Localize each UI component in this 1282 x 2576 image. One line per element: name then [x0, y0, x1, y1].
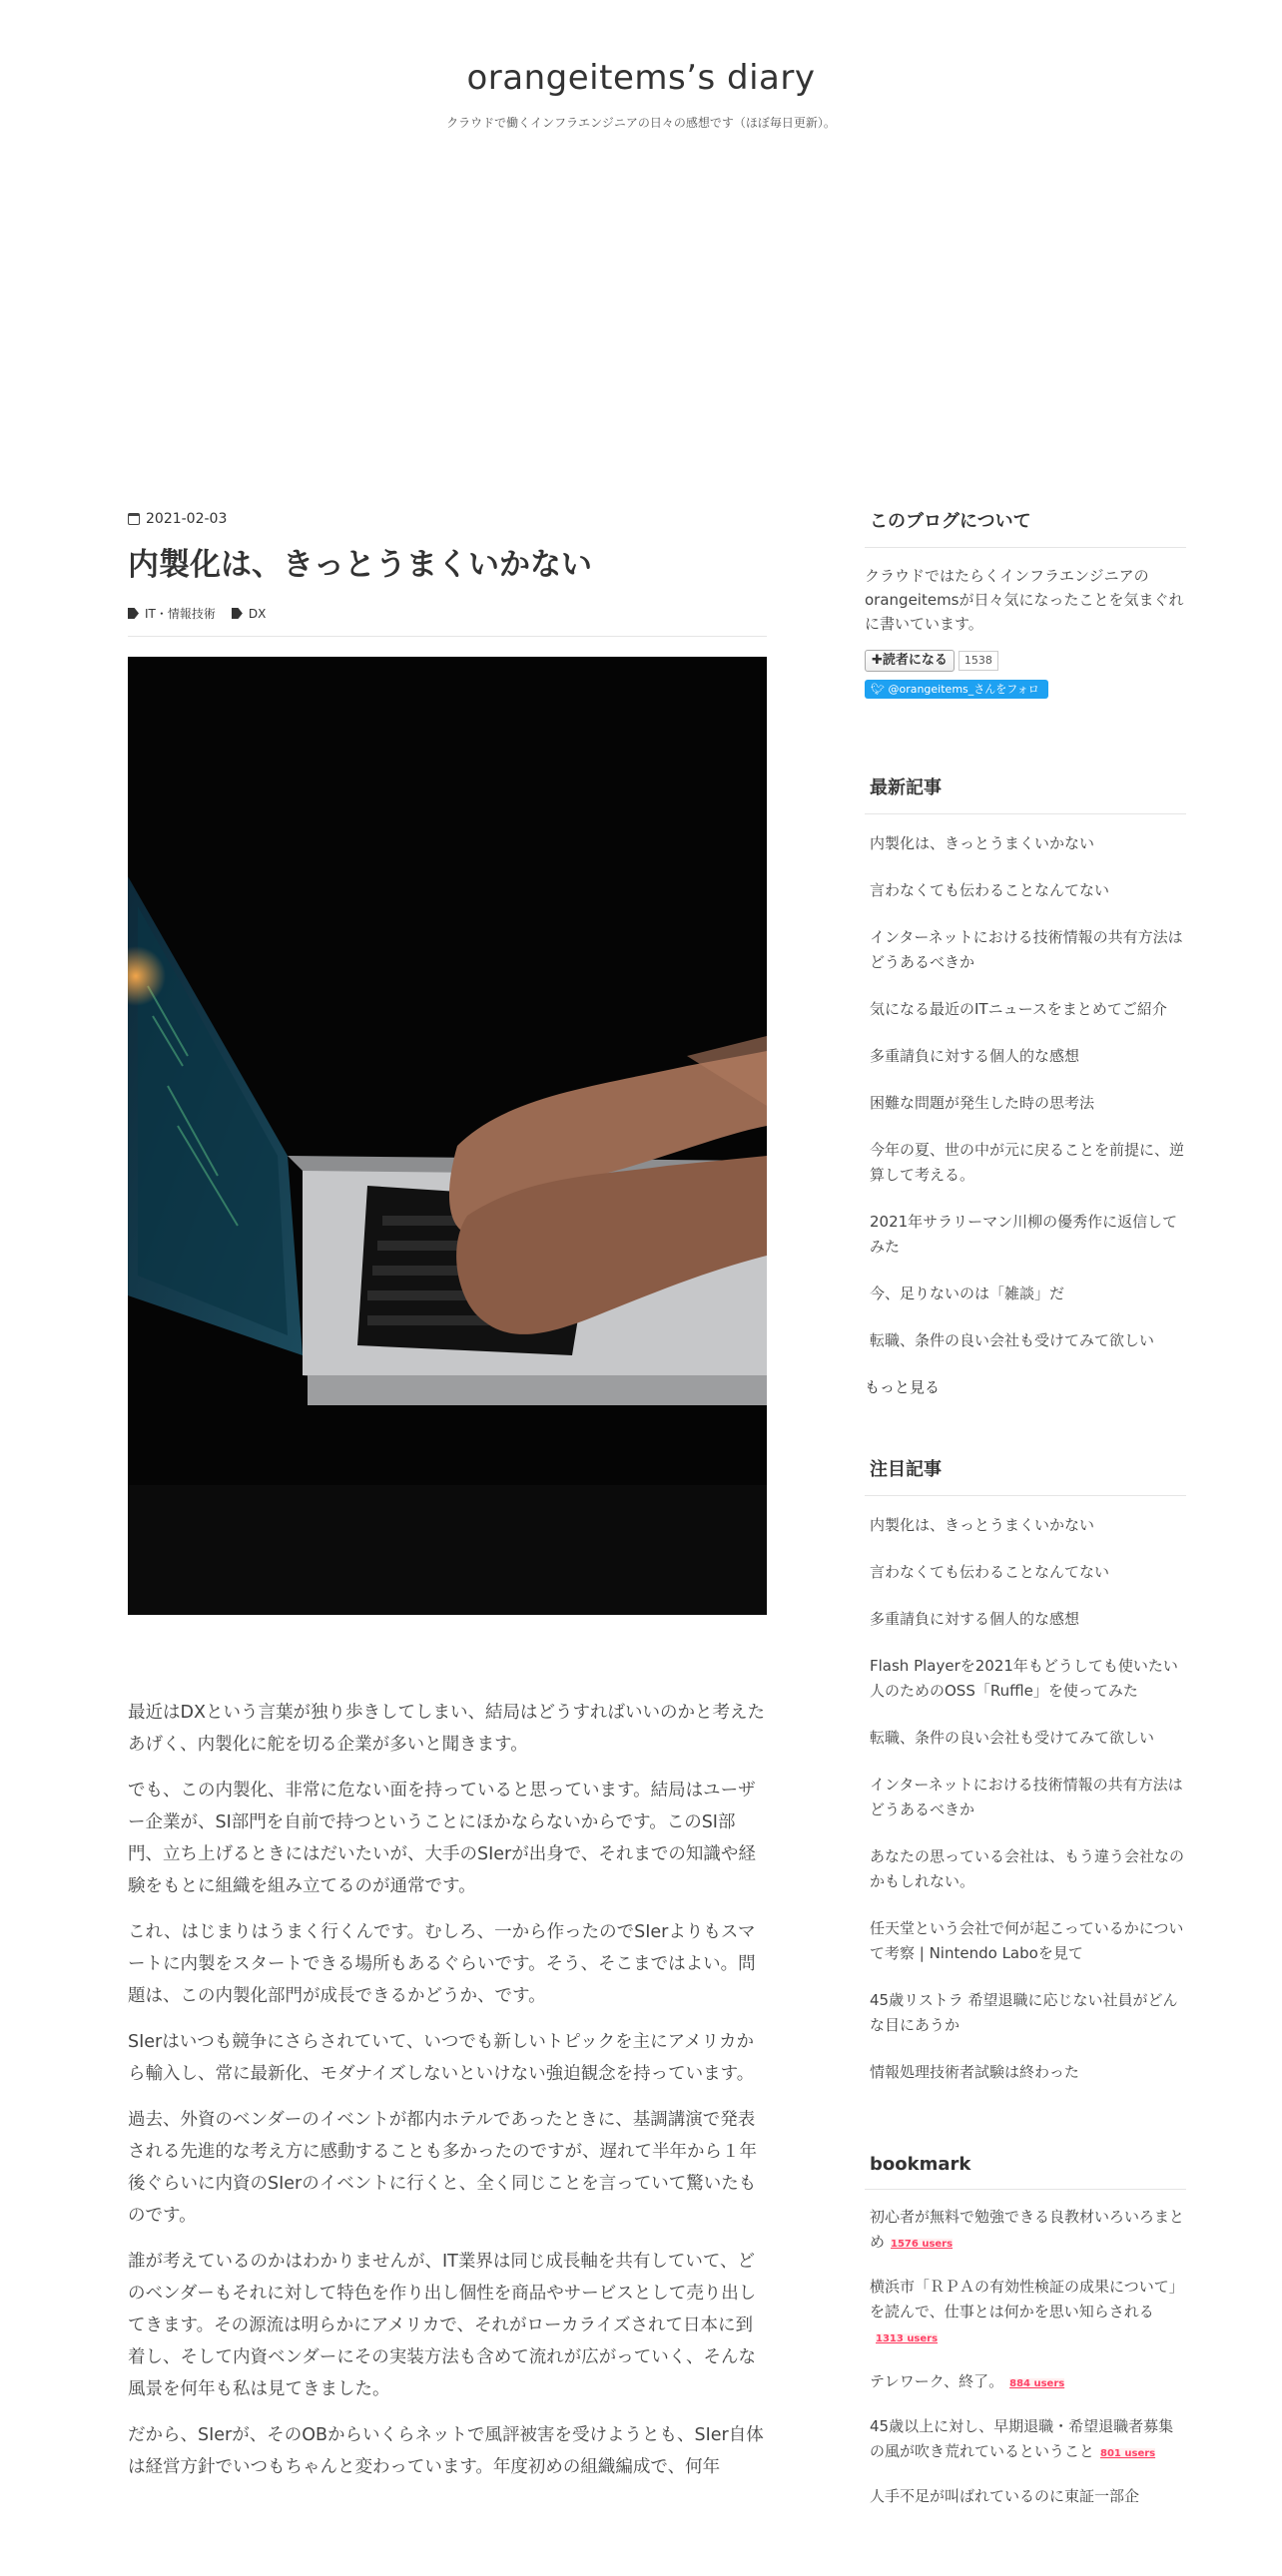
category-link[interactable]: IT・情報技術 [128, 605, 216, 622]
entry-body [128, 1697, 767, 2483]
popular-entry-link[interactable]: 任天堂という会社で何が起こっているかについて考察 | Nintendo Laboを見て [870, 1919, 1184, 1962]
blog-description: クラウドで働くインフラエンジニアの日々の感想です（ほぼ毎日更新）。 [446, 116, 836, 130]
main-entry [128, 507, 767, 2497]
recent-entry-link[interactable]: 気になる最近のITニュースをまとめてご紹介 [870, 1000, 1167, 1018]
calendar-icon [128, 513, 140, 525]
popular-entry-link[interactable]: インターネットにおける技術情報の共有方法はどうあるべきか [870, 1776, 1183, 1818]
entry-paragraph: だから、SIerが、そのOBからいくらネットで風評被害を受けようとも、SIer自体は経営方針でいつもちゃんと変わっています。年度初めの組織編成で、何年 [128, 2425, 764, 2477]
recent-entry-link[interactable]: 多重請負に対する個人的な感想 [870, 1047, 1080, 1065]
recent-entry-link[interactable]: 転職、条件の良い会社も受けてみて欲しい [870, 1331, 1155, 1349]
popular-entries-list [865, 1502, 1186, 2096]
popular-entry-link[interactable]: 45歳リストラ 希望退職に応じない社員がどんな目にあうか [870, 1991, 1178, 2034]
entry-paragraph: 最近はDXという言葉が独り歩きしてしまい、結局はどうすればいいのかと考えたあげく、内製化に舵を切る企業が多いと聞きます。 [128, 1703, 765, 1755]
subscriber-count[interactable]: 1538 [959, 651, 998, 671]
entry-date-text: 2021-02-03 [146, 511, 228, 527]
entry-hero-image [128, 657, 767, 1615]
blog-title[interactable]: orangeitems’s diary [466, 58, 816, 98]
entry-paragraph: 過去、外資のベンダーのイベントが都内ホテルであったときに、基調講演で発表される先進的な考え方に感動することも多かったのですが、遅れて半年から１年後ぐらいに内資のSIerのイベントに行くと、全く同じことを言っていて驚いたものです。 [128, 2110, 757, 2226]
bookmark-item[interactable]: 横浜市「ＲＰＡの有効性検証の成果について」を読んで、仕事とは何かを思い知らされる1313 users [870, 2278, 1184, 2344]
bookmark-users-badge[interactable]: 801 users [1100, 2448, 1156, 2459]
popular-entry-link[interactable]: 情報処理技術者試験は終わった [870, 2063, 1079, 2081]
popular-entry-link[interactable]: 内製化は、きっとうまくいかない [870, 1516, 1095, 1534]
bookmark-item[interactable]: 45歳以上に対し、早期退職・希望退職者募集の風が吹き荒れているということ 801 users [870, 2417, 1174, 2460]
recent-entry-link[interactable]: 困難な問題が発生した時の思考法 [870, 1094, 1095, 1112]
recent-entry-link[interactable]: 2021年サラリーマン川柳の優秀作に返信してみた [870, 1213, 1178, 1256]
about-module [865, 507, 1186, 716]
recent-entries-module [865, 773, 1186, 1397]
entry-paragraph: でも、この内製化、非常に危ない面を持っていると思っています。結局はユーザー企業が、SI部門を自前で持つということにほかならないからです。このSI部門、立ち上げるときにはだいたいが、大手のSIerが出身で、それまでの知識や経験をもとに組織を組み立てるのが通常です。 [128, 1781, 756, 1896]
popular-entries-title: 注目記事 [865, 1455, 1186, 1496]
entry-paragraph: これ、はじまりはうまく行くんです。むしろ、一から作ったのでSIerよりもスマートに内製をスタートできる場所もあるぐらいです。そう、そこまではよい。問題は、この内製化部門が成長できるかどうか、です。 [128, 1922, 756, 2006]
recent-entry-link[interactable]: 今年の夏、世の中が元に戻ることを前提に、逆算して考える。 [870, 1141, 1185, 1184]
popular-entry-link[interactable]: あなたの思っている会社は、もう違う会社なのかもしれない。 [870, 1847, 1185, 1890]
bookmark-users-badge[interactable]: 1313 users [876, 2333, 939, 2344]
bookmark-title: bookmark [865, 2154, 1186, 2190]
entry-paragraph: 誰が考えているのかはわかりませんが、IT業界は同じ成長軸を共有していて、どのベンダーもそれに対して特色を作り出し個性を商品やサービスとして売り出してきます。その源流は明らかにアメリカで、それがローカライズされて日本に到着し、そして内資ベンダーにその実装方法も含めて流れが広がっていく、そんな風景を何年も私は見てきました。 [128, 2252, 757, 2399]
bookmark-item[interactable]: 初心者が無料で勉強できる良教材いろいろまとめ 1576 users [870, 2208, 1185, 2251]
recent-entry-link[interactable]: 言わなくても伝わることなんてない [870, 881, 1110, 899]
entry-categories [128, 605, 767, 637]
twitter-follow-button[interactable]: 🐦︎ @orangeitems_さんをフォロー [865, 680, 1048, 699]
tag-icon [128, 608, 139, 619]
bookmark-list [865, 2196, 1186, 2518]
recent-entry-link[interactable]: 今、足りないのは「雑談」だ [870, 1285, 1065, 1302]
entry-date[interactable] [128, 507, 767, 531]
more-link[interactable]: もっと見る [865, 1378, 941, 1396]
bookmark-module [865, 2154, 1186, 2518]
bookmark-users-badge[interactable]: 1576 users [891, 2239, 954, 2250]
sidebar [865, 507, 1186, 2576]
recent-entries-title: 最新記事 [865, 773, 1186, 814]
laptop-typing-photo [128, 657, 767, 1615]
entry-title[interactable]: 内製化は、きっとうまくいかない [128, 547, 592, 583]
recent-entry-link[interactable]: インターネットにおける技術情報の共有方法はどうあるべきか [870, 928, 1183, 971]
category-link[interactable]: DX [232, 605, 266, 622]
recent-entries-list [865, 820, 1186, 1364]
popular-entry-link[interactable]: 言わなくても伝わることなんてない [870, 1563, 1110, 1581]
popular-entries-module [865, 1455, 1186, 2096]
bookmark-users-badge[interactable]: 884 users [1009, 2378, 1065, 2389]
subscribe-button[interactable]: ✚読者になる [865, 650, 955, 672]
popular-entry-link[interactable]: 転職、条件の良い会社も受けてみて欲しい [870, 1729, 1155, 1747]
popular-entry-link[interactable]: Flash Playerを2021年もどうしても使いたい人のためのOSS「Ruffle」を使ってみた [870, 1657, 1178, 1700]
entry-paragraph: SIerはいつも競争にさらされていて、いつでも新しいトピックを主にアメリカから輸入し、常に最新化、モダナイズしないといけない強迫観念を持っています。 [128, 2032, 755, 2084]
subscribe-row [865, 650, 1186, 672]
about-title: このブログについて [865, 507, 1186, 548]
recent-entry-link[interactable]: 内製化は、きっとうまくいかない [870, 834, 1095, 852]
twitter-bird-icon: 🐦︎ [871, 683, 885, 696]
about-text: クラウドではたらくインフラエンジニアのorangeitemsが日々気になったことを気まぐれに書いています。 [865, 567, 1184, 633]
bookmark-item[interactable]: テレワーク、終了。 884 users [870, 2372, 1065, 2390]
tag-icon [232, 608, 243, 619]
popular-entry-link[interactable]: 多重請負に対する個人的な感想 [870, 1610, 1080, 1628]
bookmark-item[interactable]: 人手不足が叫ばれているのに東証一部企 [870, 2487, 1140, 2505]
blog-header [0, 0, 1282, 131]
